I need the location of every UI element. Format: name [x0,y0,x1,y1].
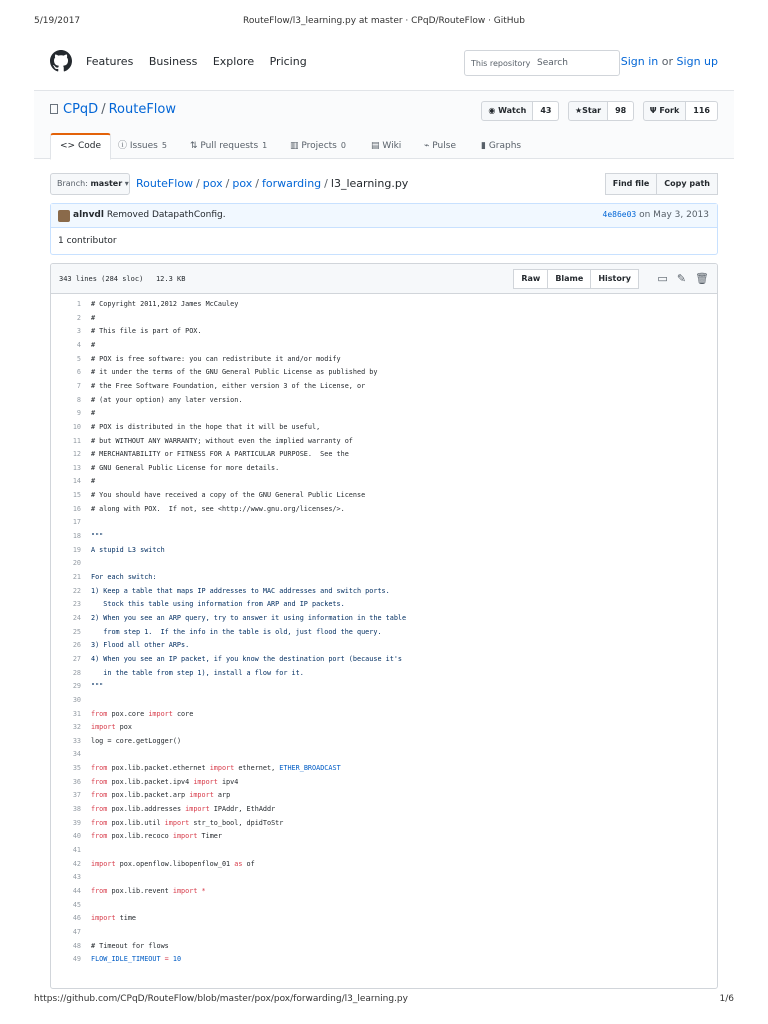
breadcrumb-routeflow[interactable]: RouteFlow [136,177,194,190]
top-nav [50,46,718,82]
code-line: # along with POX. If not, see <http://www.gnu.org/licenses/>. [91,504,345,513]
nav-pricing[interactable]: Pricing [269,55,307,68]
line-number[interactable]: 19 [72,545,81,554]
commit-message [73,210,226,220]
code-line: # [91,409,96,418]
breadcrumb: RouteFlow / pox / pox / forwarding / l3_learning.py [136,177,409,190]
commit-author[interactable]: alnvdl [73,210,104,220]
trash-icon[interactable]: 🗑 [695,272,709,285]
code-line: from pox.lib.revent import * [91,886,206,895]
print-date: 5/19/2017 [34,16,81,26]
code-line: # (at your option) any later version. [91,395,243,404]
commit-sha[interactable]: 4e86e03 [602,210,637,219]
fork-button[interactable]: Ψ Fork [643,101,687,121]
line-number[interactable]: 37 [72,791,81,800]
code-line: from pox.lib.packet.arp import arp [91,791,231,800]
github-logo-icon[interactable] [50,50,72,72]
commit-meta [603,210,709,220]
nav-business[interactable]: Business [148,55,198,68]
find-file-button[interactable]: Find file [605,173,658,195]
pulse-icon: ⌁ [424,141,433,151]
line-number[interactable]: 32 [72,723,81,732]
search-placeholder: Search [537,58,568,68]
fork-count[interactable]: 116 [686,101,718,121]
tab-issues[interactable]: ⓘ Issues 5 [118,141,167,151]
search-scope: This repository [471,59,531,68]
caret-down-icon: ▾ [124,179,129,188]
line-number[interactable]: 31 [72,709,81,718]
line-number[interactable]: 35 [72,764,81,773]
line-number[interactable]: 6 [76,368,81,377]
line-number[interactable]: 45 [72,900,81,909]
repo-actions [475,101,718,121]
line-number[interactable]: 12 [72,450,81,459]
line-number[interactable]: 17 [72,518,81,527]
tab-pulse[interactable]: ⌁ Pulse [424,141,456,151]
commit-tease [50,203,718,255]
line-number[interactable]: 3 [76,327,81,336]
code-line: from pox.core import core [91,709,194,718]
branch-select[interactable]: Branch: master ▾ [50,173,130,195]
desktop-icon[interactable]: ▭ [657,272,668,285]
line-number[interactable]: 18 [72,532,81,541]
repo-title: CPqD / RouteFlow [50,102,176,117]
sign-up-link[interactable]: Sign up [676,55,718,68]
code-line: """ [91,532,104,541]
code-line: from pox.lib.util import str_to_bool, dpidToStr [91,818,284,827]
wiki-icon: ▤ [371,141,383,151]
repo-name-link[interactable]: RouteFlow [108,102,176,117]
raw-button[interactable]: Raw [513,269,548,289]
code-line: from pox.lib.recoco import Timer [91,832,222,841]
code-line: from pox.lib.packet.ipv4 import ipv4 [91,777,239,786]
code-line: 3) Flood all other ARPs. [91,641,190,650]
file-viewer [50,263,718,989]
history-button[interactable]: History [590,269,639,289]
repo-book-icon [50,104,58,114]
code-line: # GNU General Public License for more details. [91,463,280,472]
line-number[interactable]: 13 [72,463,81,472]
code-line: # the Free Software Foundation, either version 3 of the License, or [91,381,366,390]
file-header [51,264,717,294]
code-icon: <> [60,141,78,151]
nav-features[interactable]: Features [86,55,134,68]
code-line: from step 1. If the info in the table is old, just flood the query. [91,627,382,636]
fork-group [643,101,718,121]
line-number[interactable]: 11 [72,436,81,445]
line-number[interactable]: 36 [72,777,81,786]
graph-icon: ▮ [481,141,489,151]
auth-or: or [661,55,674,68]
tab-wiki[interactable]: ▤ Wiki [371,141,402,151]
star-group [568,101,634,121]
project-icon: ▥ [290,141,302,151]
line-number[interactable]: 9 [76,409,81,418]
auth-links [621,55,718,68]
code-line: import pox [91,723,132,732]
breadcrumb-pox-sub[interactable]: pox [232,177,253,190]
pencil-icon[interactable]: ✎ [676,272,687,285]
line-number[interactable]: 39 [72,818,81,827]
line-number[interactable]: 41 [72,846,81,854]
file-nav-buttons [606,173,718,195]
line-number[interactable]: 8 [76,395,81,404]
line-number[interactable]: 48 [72,941,81,950]
code-line: # You should have received a copy of the GNU General Public License [91,491,366,500]
line-number[interactable]: 49 [72,955,81,964]
code-line: Stock this table using information from ARP and IP packets. [91,600,345,609]
code-line: import pox.openflow.libopenflow_01 as of [91,859,255,868]
code-line: # [91,340,96,349]
file-actions [514,269,639,289]
line-number[interactable]: 22 [72,586,81,595]
fork-icon: Ψ [649,106,660,115]
code-line: FLOW_IDLE_TIMEOUT = 10 [91,955,182,964]
line-number[interactable]: 23 [72,600,81,609]
breadcrumb-pox[interactable]: pox [202,177,223,190]
code-line: """ [91,682,104,691]
sign-in-link[interactable]: Sign in [620,55,659,68]
watch-group [481,101,559,121]
code-line: # Copyright 2011,2012 James McCauley [91,300,239,308]
repo-owner-link[interactable]: CPqD [63,102,99,117]
line-number[interactable]: 27 [72,654,81,663]
code-line: in the table from step 1), install a flow for it. [91,668,304,677]
line-number[interactable]: 5 [76,354,81,363]
code-line: # POX is free software: you can redistribute it and/or modify [91,354,341,363]
print-title: RouteFlow/l3_learning.py at master · CPqD/RouteFlow · GitHub [243,16,525,26]
code-line: # MERCHANTABILITY or FITNESS FOR A PARTICULAR PURPOSE. See the [91,450,349,459]
tab-pull-requests[interactable]: ⇅ Pull requests 1 [190,141,268,151]
print-footer [34,994,734,1008]
code-line: 4) When you see an IP packet, if you know the destination port (because it's [91,654,402,663]
code-line: # it under the terms of the GNU General Public License as published by [91,368,378,377]
copy-path-button[interactable]: Copy path [656,173,718,195]
line-number[interactable]: 20 [72,559,81,568]
code-line: # Timeout for flows [91,941,169,950]
line-number[interactable]: 43 [72,873,81,882]
line-number[interactable]: 2 [76,313,81,322]
code-line: A stupid L3 switch [91,545,165,554]
contributors-count[interactable]: 1 contributor [58,236,117,246]
issue-icon: ⓘ [118,141,130,151]
star-button[interactable]: ★Star [568,101,608,121]
star-icon: ★ [575,106,583,115]
line-number[interactable]: 29 [72,682,81,691]
line-number[interactable]: 15 [72,491,81,500]
code-line: from pox.lib.addresses import IPAddr, EthAddr [91,805,276,814]
code-line: # POX is distributed in the hope that it will be useful, [91,422,321,431]
line-number[interactable]: 21 [72,573,81,581]
line-number[interactable]: 10 [72,422,81,431]
code-line: # but WITHOUT ANY WARRANTY; without even the implied warranty of [91,436,353,445]
line-number[interactable]: 24 [72,613,81,622]
avatar[interactable] [58,210,70,222]
code-line: log = core.getLogger() [91,736,182,745]
blame-button[interactable]: Blame [547,269,591,289]
line-number[interactable]: 14 [72,477,81,486]
code-line: from pox.lib.packet.ethernet import ethernet, ETHER_BROADCAST [91,764,341,773]
eye-icon: ◉ [488,106,499,115]
print-page-number: 1/6 [719,994,734,1004]
tab-projects[interactable]: ▥ Projects 0 [290,141,346,151]
line-number[interactable]: 42 [72,859,81,868]
code-line: 1) Keep a table that maps IP addresses to MAC addresses and switch ports. [91,586,390,595]
search-input[interactable] [464,50,620,76]
star-count[interactable]: 98 [608,101,634,121]
breadcrumb-filename: l3_learning.py [330,177,409,190]
line-number[interactable]: 46 [72,914,81,923]
branch-name: master [90,179,123,188]
line-number[interactable]: 16 [72,504,81,513]
line-number[interactable]: 34 [72,750,81,759]
code-line: # [91,477,96,486]
print-url: https://github.com/CPqD/RouteFlow/blob/master/pox/pox/forwarding/l3_learning.py [34,994,408,1004]
tab-graphs[interactable]: ▮ Graphs [481,141,522,151]
line-number[interactable]: 47 [72,927,81,936]
line-number[interactable]: 1 [76,300,81,308]
code-line: import time [91,914,137,923]
line-number[interactable]: 28 [72,668,81,677]
nav-explore[interactable]: Explore [212,55,255,68]
line-number[interactable]: 7 [76,381,81,390]
breadcrumb-forwarding[interactable]: forwarding [261,177,322,190]
code-line: # [91,313,96,322]
line-number[interactable]: 30 [72,695,81,704]
watch-button[interactable]: ◉ Watch [481,101,533,121]
print-header [34,16,734,30]
line-number[interactable]: 40 [72,832,81,841]
commit-date: on May 3, 2013 [639,210,709,220]
watch-count[interactable]: 43 [533,101,559,121]
tab-code[interactable]: <> Code [50,133,111,160]
commit-message-text[interactable]: Removed DatapathConfig. [106,210,226,220]
pull-request-icon: ⇅ [190,141,201,151]
line-number[interactable]: 38 [72,805,81,814]
line-number[interactable]: 25 [72,627,81,636]
file-icons [648,272,709,285]
file-info: 343 lines (284 sloc) 12.3 KB [59,275,186,283]
code-line: # This file is part of POX. [91,327,202,336]
line-number[interactable]: 4 [76,340,81,349]
line-number[interactable]: 33 [72,736,81,745]
line-number[interactable]: 44 [72,886,81,895]
line-number[interactable]: 26 [72,641,81,650]
code-line: For each switch: [91,573,157,581]
code-line: 2) When you see an ARP query, try to answer it using information in the table [91,613,407,622]
